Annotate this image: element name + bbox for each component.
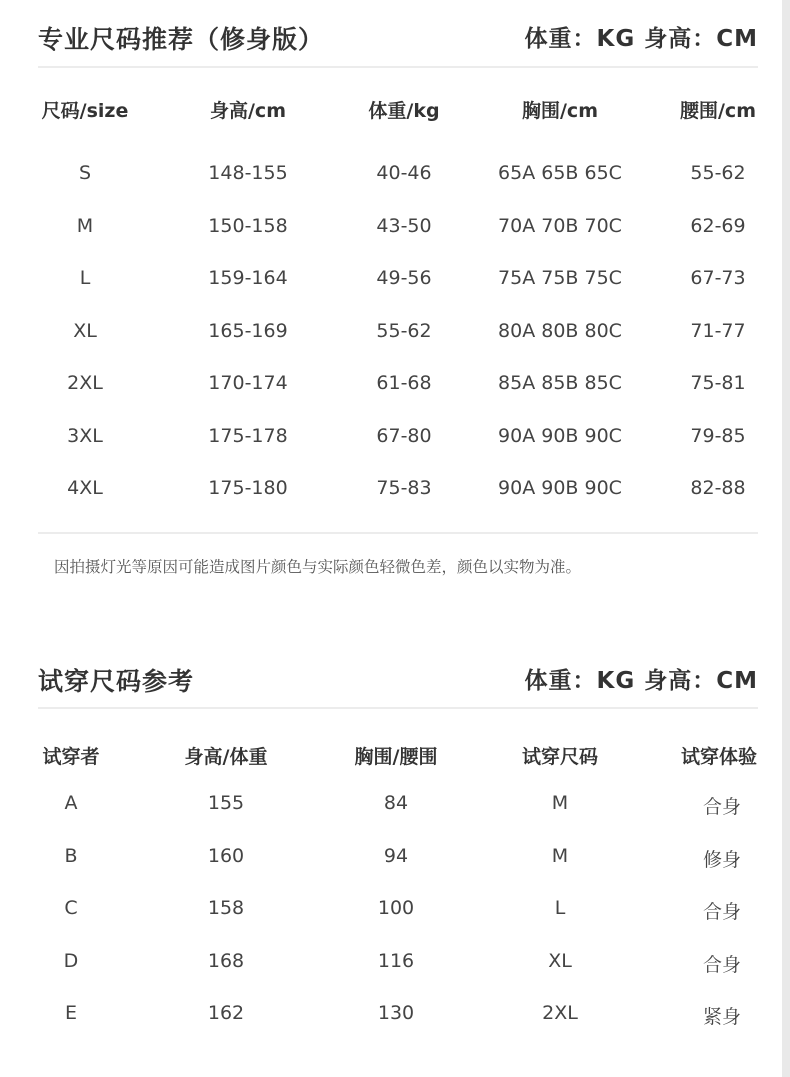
table-cell: 75A 75B 75C: [498, 267, 622, 289]
table-cell: 合身: [702, 796, 742, 818]
header-cell: 胸围/腰围: [354, 746, 438, 768]
table-cell: 162: [207, 1002, 245, 1024]
fitting-chart-title: 试穿尺码参考: [38, 667, 195, 696]
table-cell: 67-73: [690, 267, 746, 289]
size-chart-bottom-divider: [38, 532, 758, 534]
table-cell: B: [64, 844, 78, 867]
table-cell: 159-164: [208, 267, 288, 289]
table-cell: M: [551, 844, 569, 867]
table-cell: 168: [207, 949, 245, 972]
fitting-chart-section: [38, 662, 758, 1062]
table-cell: 4XL: [67, 477, 103, 499]
table-cell: 修身: [702, 848, 742, 871]
table-cell: 62-69: [690, 214, 746, 237]
header-cell: 尺码/size: [41, 100, 129, 122]
table-cell: M: [76, 214, 94, 237]
size-chart-header-row: [38, 96, 758, 126]
table-cell: L: [79, 267, 91, 289]
table-cell: 43-50: [376, 214, 432, 237]
table-cell: XL: [548, 949, 572, 972]
table-cell: 80A 80B 80C: [498, 319, 622, 342]
table-cell: S: [78, 162, 92, 184]
header-cell: 试穿尺码: [521, 746, 599, 768]
table-cell: 130: [377, 1002, 415, 1024]
table-cell: 85A 85B 85C: [498, 372, 622, 394]
header-cell: 身高/cm: [209, 100, 287, 122]
table-row: [38, 845, 758, 875]
table-row: [38, 792, 758, 822]
size-chart-header: [38, 20, 758, 60]
table-cell: 2XL: [542, 1002, 578, 1024]
table-row: [38, 950, 758, 980]
table-cell: 155: [207, 792, 245, 814]
fitting-chart-header: [38, 662, 758, 702]
table-cell: 75-81: [690, 372, 746, 394]
table-row: [38, 267, 758, 297]
right-edge-strip: [782, 0, 790, 1077]
table-row: [38, 1002, 758, 1032]
table-cell: L: [554, 897, 566, 919]
table-row: [38, 162, 758, 192]
fitting-chart-header-row: [38, 742, 758, 772]
table-cell: D: [63, 949, 79, 972]
table-cell: 116: [377, 949, 415, 972]
table-cell: 3XL: [67, 424, 103, 447]
table-cell: 71-77: [690, 319, 746, 342]
size-chart-section: [38, 20, 758, 580]
table-cell: 49-56: [376, 267, 432, 289]
table-cell: E: [64, 1002, 78, 1024]
table-row: [38, 372, 758, 402]
table-cell: 90A 90B 90C: [498, 424, 622, 447]
table-cell: 40-46: [376, 162, 432, 184]
header-cell: 胸围/cm: [521, 100, 599, 122]
table-row: [38, 320, 758, 350]
table-row: [38, 897, 758, 927]
table-cell: 165-169: [208, 319, 288, 342]
table-cell: M: [551, 792, 569, 814]
table-cell: 150-158: [208, 214, 288, 237]
size-chart-units: 体重：KG 身高：CM: [524, 26, 758, 52]
fitting-chart-units: 体重：KG 身高：CM: [524, 668, 758, 694]
table-cell: 61-68: [376, 372, 432, 394]
table-cell: 55-62: [690, 162, 746, 184]
table-cell: 65A 65B 65C: [498, 162, 622, 184]
header-cell: 体重/kg: [368, 100, 440, 122]
table-cell: 紧身: [702, 1006, 742, 1028]
table-cell: 75-83: [376, 477, 432, 499]
table-cell: 82-88: [690, 477, 746, 499]
table-cell: 合身: [702, 953, 742, 976]
table-cell: 175-178: [208, 424, 288, 447]
header-cell: 试穿体验: [680, 746, 758, 768]
table-cell: 67-80: [376, 424, 432, 447]
header-cell: 腰围/cm: [679, 100, 757, 122]
table-cell: 79-85: [690, 424, 746, 447]
table-cell: 合身: [702, 901, 742, 923]
size-chart-top-divider: [38, 66, 758, 68]
table-cell: 94: [383, 844, 409, 867]
table-cell: 55-62: [376, 319, 432, 342]
table-cell: 70A 70B 70C: [498, 214, 622, 237]
table-cell: 170-174: [208, 372, 288, 394]
table-row: [38, 215, 758, 245]
table-cell: XL: [73, 319, 97, 342]
table-cell: 90A 90B 90C: [498, 477, 622, 499]
table-cell: 148-155: [208, 162, 288, 184]
table-row: [38, 425, 758, 455]
color-disclaimer-note: 因拍摄灯光等原因可能造成图片颜色与实际颜色轻微色差，颜色以实物为准。: [54, 558, 582, 576]
table-cell: 175-180: [208, 477, 288, 499]
table-cell: 84: [383, 792, 409, 814]
table-cell: C: [64, 897, 78, 919]
size-chart-title: 专业尺码推荐（修身版）: [38, 25, 325, 54]
table-cell: A: [64, 792, 78, 814]
table-cell: 158: [207, 897, 245, 919]
table-cell: 2XL: [67, 372, 103, 394]
table-cell: 160: [207, 844, 245, 867]
table-cell: 100: [377, 897, 415, 919]
header-cell: 身高/体重: [184, 746, 268, 768]
header-cell: 试穿者: [42, 746, 100, 768]
table-row: [38, 477, 758, 507]
fitting-chart-top-divider: [38, 707, 758, 709]
